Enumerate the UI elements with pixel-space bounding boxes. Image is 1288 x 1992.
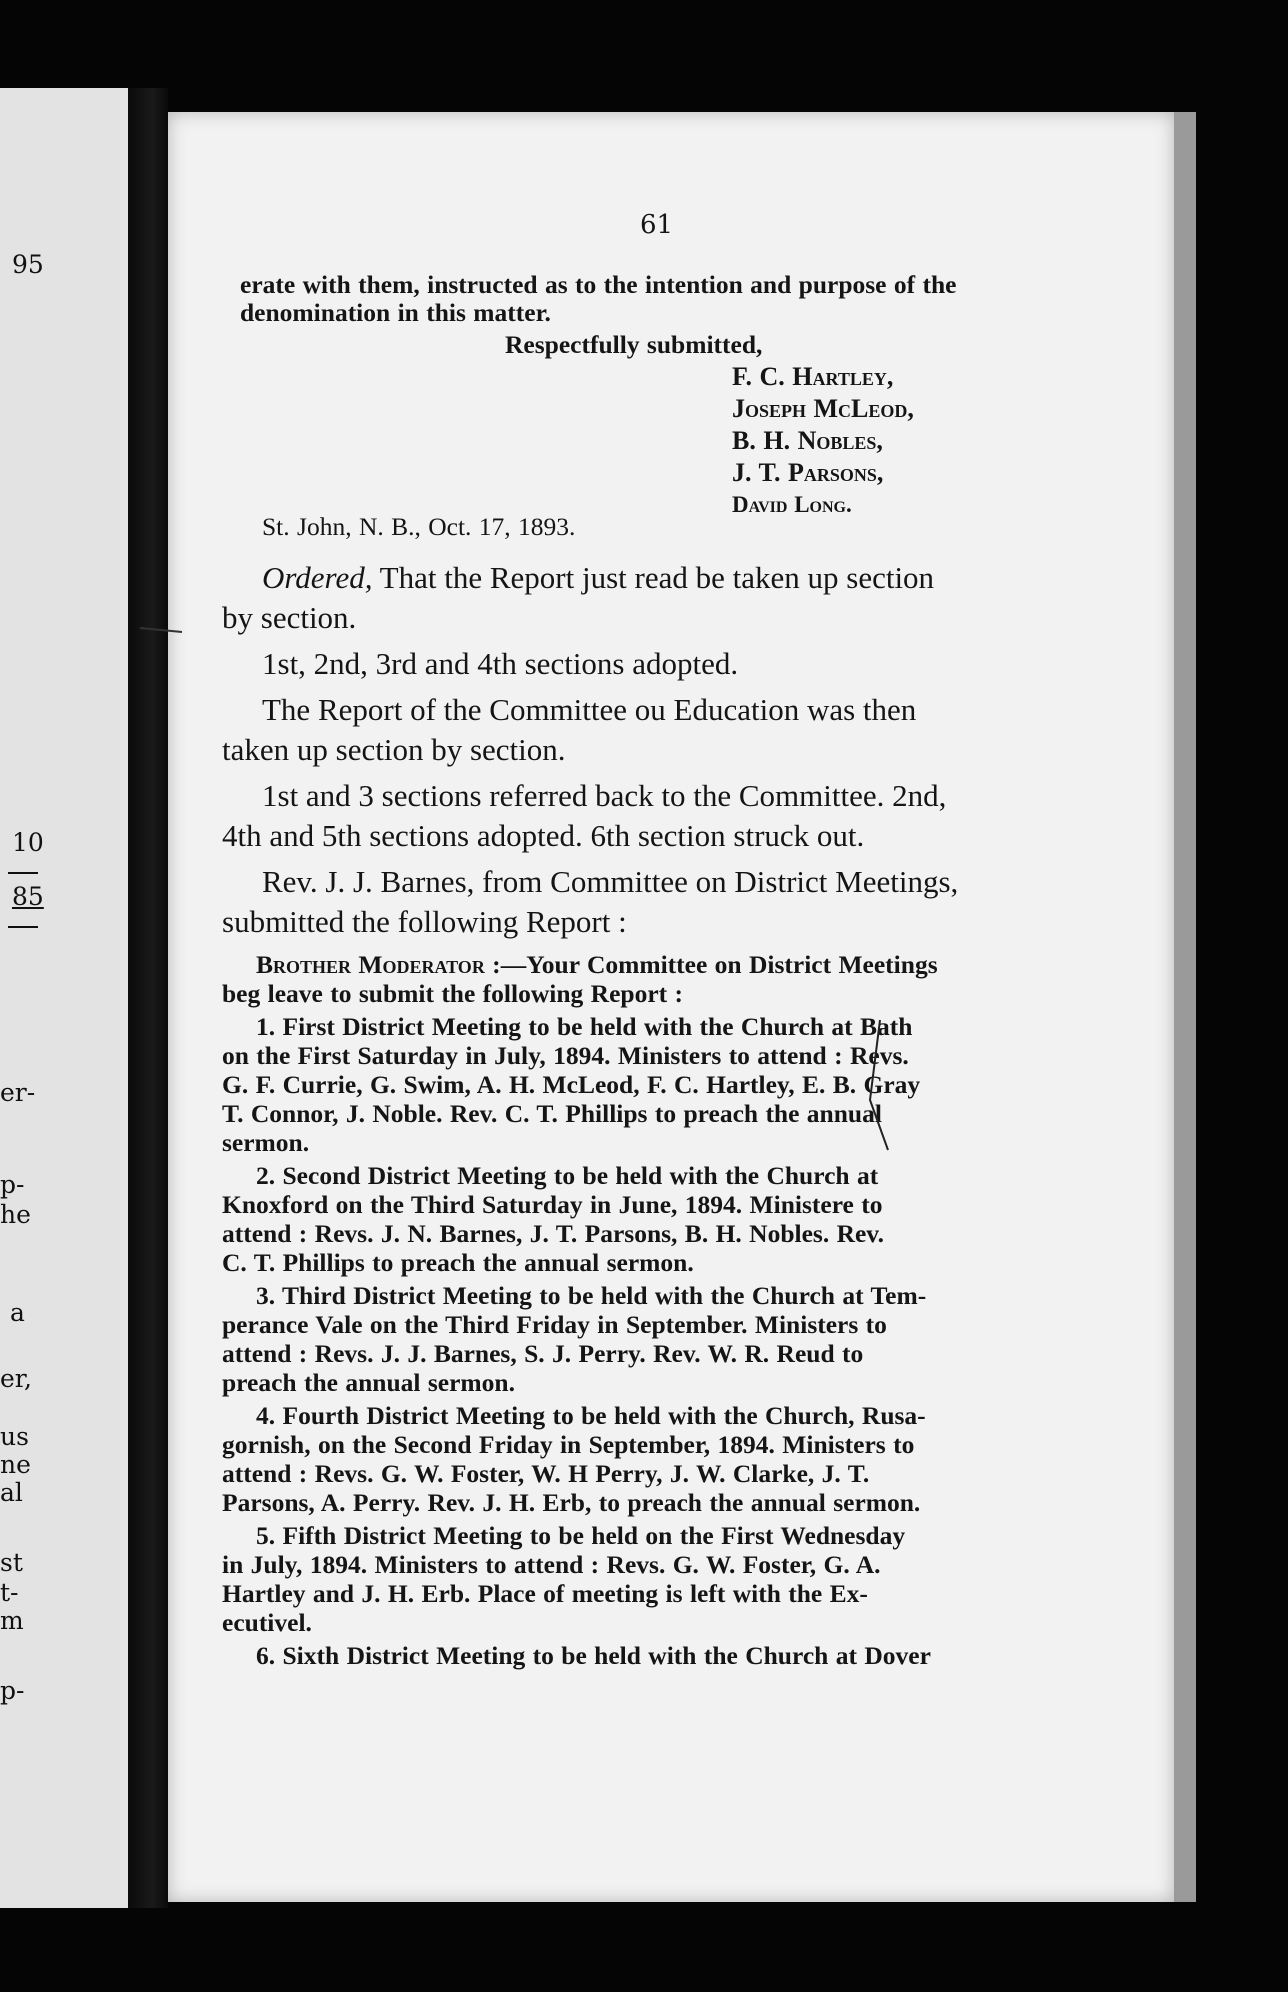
report-intro-line: beg leave to submit the following Report :	[222, 979, 683, 1008]
minutes-line: 4th and 5th sections adopted. 6th section struck out.	[222, 818, 865, 853]
signatory: Joseph McLeod,	[732, 394, 914, 423]
left-margin-fragment: ne	[0, 1450, 31, 1479]
report-item-line: 6. Sixth District Meeting to be held with the Church at Dover	[256, 1641, 931, 1670]
report-item-line: T. Connor, J. Noble. Rev. C. T. Phillips to preach the annual	[222, 1099, 882, 1128]
left-page-number: 95	[12, 250, 44, 279]
report-item-line: Knoxford on the Third Saturday in June, 1894. Ministere to	[222, 1190, 883, 1219]
ordered-word: Ordered,	[262, 560, 373, 595]
left-margin-fragment: t-	[0, 1578, 19, 1607]
signatory: J. T. Parsons,	[732, 458, 884, 487]
report-item-line: gornish, on the Second Friday in September, 1894. Ministers to	[222, 1430, 915, 1459]
report-item-line: sermon.	[222, 1128, 310, 1157]
report-item-line: in July, 1894. Ministers to attend : Revs. G. W. Foster, G. A.	[222, 1550, 881, 1579]
page-number: 61	[640, 210, 674, 240]
left-margin-fragment: al	[0, 1478, 23, 1507]
ordered-text: That the Report just read be taken up section	[372, 560, 935, 595]
report-salutation: Brother Moderator :	[256, 950, 501, 979]
left-margin-fragment: p-	[0, 1676, 25, 1705]
minutes-line: taken up section by section.	[222, 732, 566, 767]
left-margin-total: 85	[12, 882, 44, 911]
left-margin-fragment: st	[0, 1548, 23, 1577]
minutes-line: submitted the following Report :	[222, 904, 627, 939]
left-margin-fragment: er-	[0, 1078, 36, 1107]
left-margin-fragment: er,	[0, 1364, 32, 1393]
report-intro-text: —Your Committee on District Meetings	[500, 950, 938, 979]
minutes-line: 1st, 2nd, 3rd and 4th sections adopted.	[262, 646, 739, 681]
signatory: F. C. Hartley,	[732, 362, 894, 391]
signatory: David Long.	[732, 492, 852, 517]
report-item-line: 3. Third District Meeting to be held with the Church at Tem-	[256, 1281, 927, 1310]
report-item-line: 2. Second District Meeting to be held with the Church at	[256, 1161, 879, 1190]
report-item-line: C. T. Phillips to preach the annual sermon.	[222, 1248, 694, 1277]
minutes-line: by section.	[222, 600, 357, 635]
date-line: St. John, N. B., Oct. 17, 1893.	[262, 512, 576, 541]
left-margin-fragment: a	[10, 1298, 25, 1327]
report-item-line: 1. First District Meeting to be held with the Church at Bath	[256, 1012, 913, 1041]
minutes-line: The Report of the Committee ou Education was then	[262, 692, 917, 727]
continuation-line: erate with them, instructed as to the intention and purpose of the	[240, 270, 957, 299]
report-item-line: attend : Revs. G. W. Foster, W. H Perry, J. W. Clarke, J. T.	[222, 1459, 870, 1488]
left-margin-fragment: p-	[0, 1170, 25, 1199]
minutes-line: 1st and 3 sections referred back to the Committee. 2nd,	[262, 778, 947, 813]
left-margin-fragment: us	[0, 1422, 29, 1451]
report-item-line: Hartley and J. H. Erb. Place of meeting is left with the Ex-	[222, 1579, 868, 1608]
report-item-line: on the First Saturday in July, 1894. Ministers to attend : Revs.	[222, 1041, 909, 1070]
report-item-line: ecutivel.	[222, 1608, 312, 1637]
report-item-line: 4. Fourth District Meeting to be held with the Church, Rusa-	[256, 1401, 926, 1430]
report-item-line: Parsons, A. Perry. Rev. J. H. Erb, to preach the annual sermon.	[222, 1488, 921, 1517]
continuation-line: denomination in this matter.	[240, 298, 551, 327]
signatory: B. H. Nobles,	[732, 426, 883, 455]
left-margin-fragment: he	[0, 1200, 31, 1229]
report-item-line: preach the annual sermon.	[222, 1368, 515, 1397]
left-margin-number: 10	[12, 828, 44, 857]
report-item-line: 5. Fifth District Meeting to be held on the First Wednesday	[256, 1521, 906, 1550]
minutes-line: Rev. J. J. Barnes, from Committee on District Meetings,	[262, 864, 959, 899]
report-item-line: attend : Revs. J. N. Barnes, J. T. Parsons, B. H. Nobles. Rev.	[222, 1219, 885, 1248]
report-item-line: perance Vale on the Third Friday in September. Ministers to	[222, 1310, 887, 1339]
closing-phrase: Respectfully submitted,	[505, 330, 763, 359]
left-margin-fragment: m	[0, 1606, 24, 1635]
report-item-line: G. F. Currie, G. Swim, A. H. McLeod, F. C. Hartley, E. B. Gray	[222, 1070, 921, 1099]
report-item-line: attend : Revs. J. J. Barnes, S. J. Perry. Rev. W. R. Reud to	[222, 1339, 864, 1368]
